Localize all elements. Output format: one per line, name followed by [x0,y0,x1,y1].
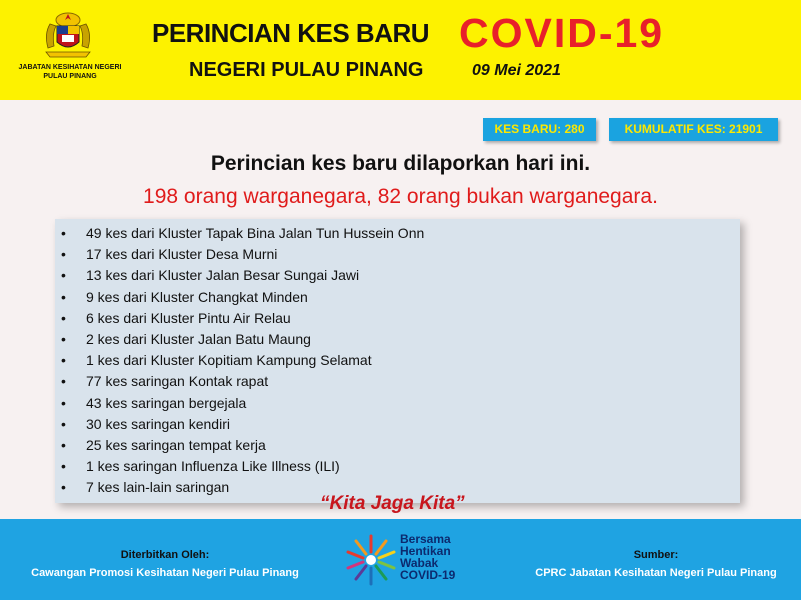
list-item-text: 17 kes dari Kluster Desa Murni [86,246,278,263]
campaign-line-1: Bersama [400,532,451,546]
list-item-text: 43 kes saringan bergejala [86,394,247,411]
summary-heading: Perincian kes baru dilaporkan hari ini. [210,152,591,175]
covid-title: COVID-19 [459,10,665,56]
header [0,0,801,100]
case-list-panel [55,219,740,503]
list-item-text: 2 kes dari Kluster Jalan Batu Maung [86,330,311,347]
summary-breakdown: 198 orang warganegara, 82 orang bukan warganegara. [143,185,658,208]
starburst-icon [344,533,398,587]
published-by: Cawangan Promosi Kesihatan Negeri Pulau Pinang [31,567,299,579]
list-item-text: 1 kes saringan Influenza Like Illness (ILI) [86,458,340,475]
list-item-text: 30 kes saringan kendiri [86,415,230,432]
list-item: • 30 kes saringan kendiri [61,415,230,432]
report-date: 09 Mei 2021 [472,62,561,79]
list-item-text: 25 kes saringan tempat kerja [86,436,266,453]
campaign-logo-text [400,533,490,581]
list-item: • 7 kes lain-lain saringan [61,479,230,496]
source-text: CPRC Jabatan Kesihatan Negeri Pulau Pinang [535,567,777,579]
source-label: Sumber: [633,549,679,561]
list-item: • 17 kes dari Kluster Desa Murni [61,246,278,263]
page-title: PERINCIAN KES BARU [152,18,430,48]
list-item: • 1 kes saringan Influenza Like Illness (ILI) [61,458,340,475]
campaign-line-3: Wabak [400,556,439,570]
list-item-text: 13 kes dari Kluster Jalan Besar Sungai Jawi [86,267,360,284]
list-item: • 13 kes dari Kluster Jalan Besar Sungai Jawi [61,267,360,284]
list-item-text: 9 kes dari Kluster Changkat Minden [86,288,308,305]
campaign-line-2: Hentikan [400,544,451,558]
list-item-text: 7 kes lain-lain saringan [86,479,230,496]
list-item: • 25 kes saringan tempat kerja [61,436,266,453]
page-subtitle: NEGERI PULAU PINANG [189,59,424,81]
list-item: • 43 kes saringan bergejala [61,394,247,411]
footer [0,519,801,600]
list-item: • 9 kes dari Kluster Changkat Minden [61,288,308,305]
agency-name [8,63,132,81]
campaign-line-4: COVID-19 [400,568,456,582]
list-item-text: 77 kes saringan Kontak rapat [86,373,269,390]
agency-line-1: JABATAN KESIHATAN NEGERI [18,64,122,71]
agency-line-2: PULAU PINANG [43,73,97,80]
list-item: • 49 kes dari Kluster Tapak Bina Jalan Tun Hussein Onn [61,225,425,241]
published-label: Diterbitkan Oleh: [120,549,210,561]
list-item-text: 6 kes dari Kluster Pintu Air Relau [86,309,291,326]
cumulative-cases-badge: KUMULATIF KES: 21901 [609,118,778,141]
list-item: • 2 kes dari Kluster Jalan Batu Maung [61,330,311,347]
list-item: • 1 kes dari Kluster Kopitiam Kampung Selamat [61,352,372,369]
list-item-text: 1 kes dari Kluster Kopitiam Kampung Selamat [86,352,372,369]
list-item: • 6 kes dari Kluster Pintu Air Relau [61,309,291,326]
case-list [55,219,740,498]
new-cases-badge: KES BARU: 280 [483,118,596,141]
coat-of-arms-icon [38,10,98,60]
list-item: • 77 kes saringan Kontak rapat [61,373,269,390]
list-item-text: 49 kes dari Kluster Tapak Bina Jalan Tun Hussein Onn [86,225,425,241]
slogan: “Kita Jaga Kita” [320,493,465,514]
